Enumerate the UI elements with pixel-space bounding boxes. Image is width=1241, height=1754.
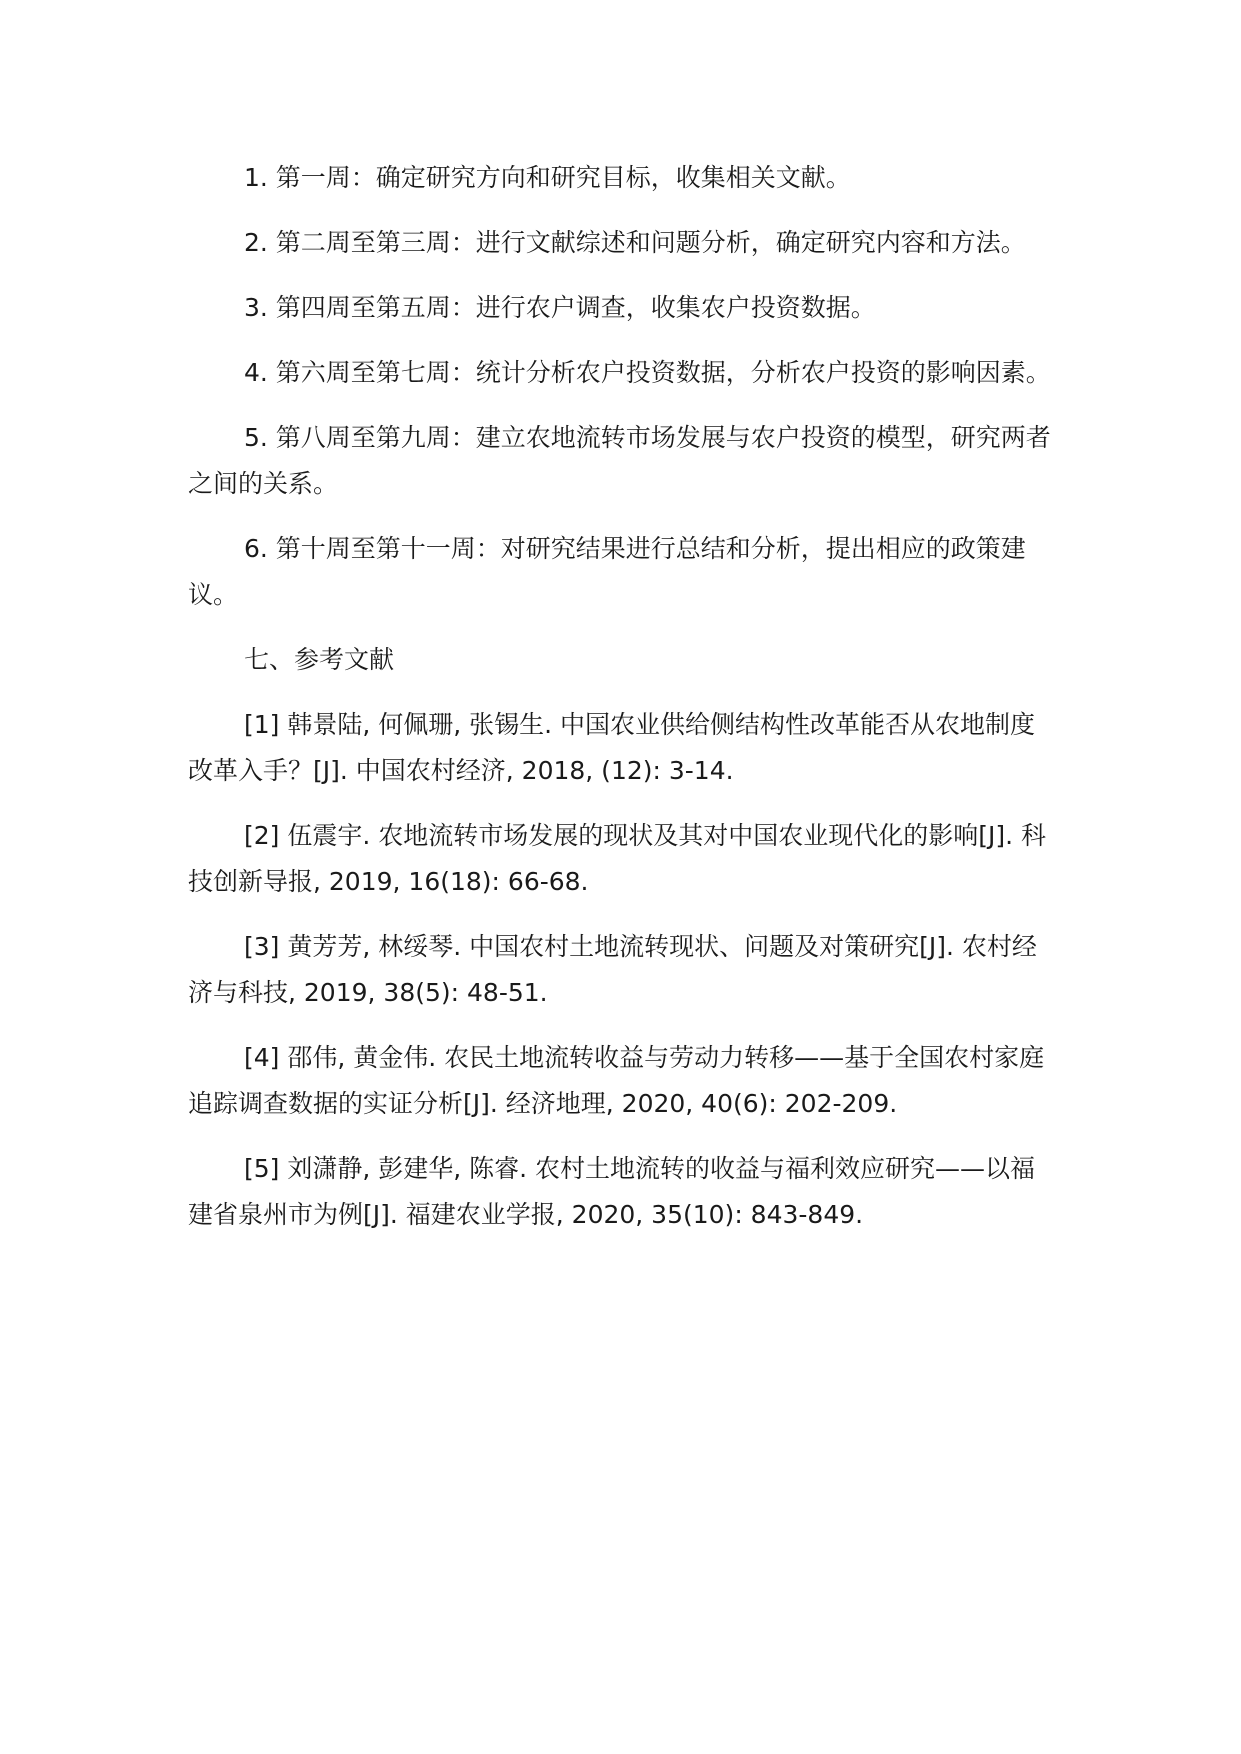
reference-item-4: [4] 邵伟, 黄金伟. 农民土地流转收益与劳动力转移——基于全国农村家庭追踪调查数据的实证分析[J]. 经济地理, 2020, 40(6): 202-209. — [188, 1043, 1045, 1118]
reference-item-1: [1] 韩景陆, 何佩珊, 张锡生. 中国农业供给侧结构性改革能否从农地制度改革入手？[J]. 中国农村经济, 2018, (12): 3-14. — [188, 710, 1036, 785]
schedule-item-week-8-9: 5. 第八周至第九周：建立农地流转市场发展与农户投资的模型，研究两者之间的关系。 — [188, 423, 1051, 498]
reference-item-2: [2] 伍震宇. 农地流转市场发展的现状及其对中国农业现代化的影响[J]. 科技创新导报, 2019, 16(18): 66-68. — [188, 821, 1047, 896]
reference-item-3: [3] 黄芳芳, 林绥琴. 中国农村土地流转现状、问题及对策研究[J]. 农村经济与科技, 2019, 38(5): 48-51. — [188, 932, 1037, 1007]
reference-item-5: [5] 刘潇静, 彭建华, 陈睿. 农村土地流转的收益与福利效应研究——以福建省泉州市为例[J]. 福建农业学报, 2020, 35(10): 843-849. — [188, 1154, 1036, 1229]
schedule-item-week-6-7: 4. 第六周至第七周：统计分析农户投资数据，分析农户投资的影响因素。 — [244, 358, 1051, 387]
document-body — [188, 155, 1054, 1257]
schedule-item-week-2-3: 2. 第二周至第三周：进行文献综述和问题分析，确定研究内容和方法。 — [244, 228, 1026, 257]
schedule-item-week-10-11: 6. 第十周至第十一周：对研究结果进行总结和分析，提出相应的政策建议。 — [188, 534, 1026, 609]
schedule-item-week-1: 1. 第一周：确定研究方向和研究目标，收集相关文献。 — [244, 163, 851, 192]
references-heading: 七、参考文献 — [244, 645, 395, 674]
schedule-item-week-4-5: 3. 第四周至第五周：进行农户调查，收集农户投资数据。 — [244, 293, 876, 322]
